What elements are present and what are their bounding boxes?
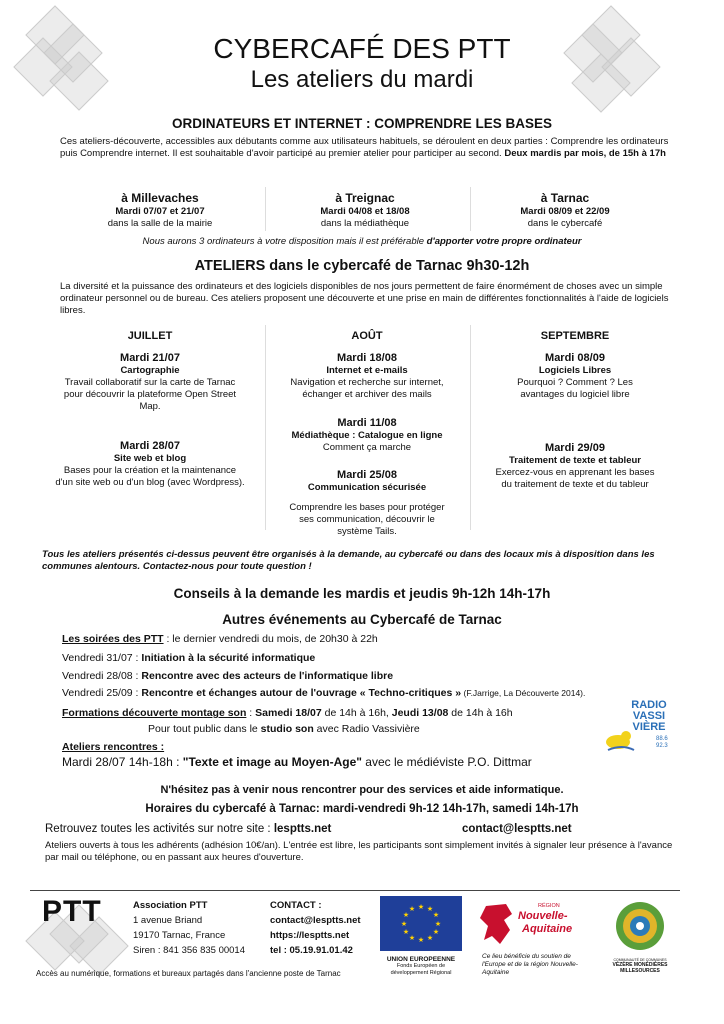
svg-text:★: ★ <box>426 934 434 942</box>
svg-text:★: ★ <box>402 928 410 936</box>
radio-vassiviere-logo <box>604 700 676 762</box>
events-heading: Autres événements au Cybercafé de Tarnac <box>222 612 502 627</box>
contact-info: CONTACT : contact@lesptts.net https://lesptts.net tel : 05.19.91.01.42 <box>270 900 361 956</box>
svg-text:★: ★ <box>408 905 416 913</box>
footer-divider <box>30 890 680 891</box>
place-treignac: à Treignac Mardi 04/08 et 18/08 dans la médiathèque <box>320 191 410 229</box>
radio-freqs: 88.6 92.3 <box>656 736 668 749</box>
section2-note: Tous les ateliers présentés ci-dessus peuvent être organisés à la demande, au cybercafé ou dans des locaux mis à disposition dans les communes alentours. Contactez-nous pour toute question ! <box>42 549 655 572</box>
svg-text:★: ★ <box>434 920 442 928</box>
column-divider <box>265 187 266 231</box>
section1-intro: Ces ateliers-découverte, accessibles aux débutants comme aux utilisateurs habituels, se déroulent en deux parties : Comprendre les ordinateurs puis Comprendre internet. Il est souhaitable d'avoir participé au premier atelier pour participer au second. Deux mardis par mois, de 15h à 17h <box>60 136 669 159</box>
column-divider <box>470 187 471 231</box>
svg-text:★: ★ <box>402 911 410 919</box>
site-line: Retrouvez toutes les activités sur notre site : lesptts.net <box>45 823 332 835</box>
month-august: AOÛT Mardi 18/08 Internet et e-mails Navigation et recherche sur internet, échanger et archiver des mails <box>290 330 444 400</box>
rencontres-label: Ateliers rencontres : <box>62 741 165 753</box>
region-note: Ce lieu bénéficie du soutien de l'Europe et de la région Nouvelle-Aquitaine <box>482 953 578 976</box>
section1-heading: ORDINATEURS ET INTERNET : COMPRENDRE LES BASES <box>171 116 553 131</box>
soirees-line: Les soirées des PTT : le dernier vendredi du mois, de 20h30 à 22h <box>62 633 378 645</box>
formations-line-2: Pour tout public dans le studio son avec Radio Vassivière <box>148 723 420 735</box>
region-logo: RÉGION Nouvelle- Aquitaine <box>478 900 588 950</box>
svg-text:★: ★ <box>426 905 434 913</box>
svg-text:★: ★ <box>408 934 416 942</box>
hours-line: Horaires du cybercafé à Tarnac: mardi-vendredi 9h-12 14h-17h, samedi 14h-17h <box>145 803 579 815</box>
july-item-2: Mardi 28/07 Site web et blog Bases pour la création et la maintenance d'un site web ou d'un blog (avec Wordpress). <box>55 440 245 488</box>
region-lion-icon <box>478 900 518 948</box>
association-info: Association PTT 1 avenue Briand 19170 Tarnac, France Siren : 841 356 835 00014 <box>133 900 245 956</box>
contact-email-link[interactable]: contact@lesptts.net <box>270 915 361 926</box>
email-link[interactable]: contact@lesptts.net <box>462 823 572 835</box>
event-item: Vendredi 31/07 : Initiation à la sécurité informatique <box>62 652 316 664</box>
rencontres-line: Mardi 28/07 14h-18h : "Texte et image au Moyen-Age" avec le médiéviste P.O. Dittmar <box>62 755 532 769</box>
site-link[interactable]: lesptts.net <box>273 823 332 835</box>
invite-line: N'hésitez pas à venir nous rencontrer pour des services et aide informatique. <box>160 784 564 796</box>
section2-heading: ATELIERS dans le cybercafé de Tarnac 9h30-12h <box>194 258 530 274</box>
radio-logo-text: RADIO VASSI VIÈRE <box>631 699 667 733</box>
month-july: JUILLET Mardi 21/07 Cartographie Travail collaboratif sur la carte de Tarnac pour découvrir la plateforme Open Street Map. <box>63 330 237 412</box>
tagline: Accès au numérique, formations et bureaux partagés dans l'ancienne poste de Tarnac <box>36 969 341 978</box>
contact-site-link[interactable]: https://lesptts.net <box>270 930 350 941</box>
event-item: Vendredi 25/09 : Rencontre et échanges autour de l'ouvrage « Techno-critiques » (F.Jarrige, La Découverte 2014). <box>62 687 586 699</box>
page-title: CYBERCAFÉ DES PTT <box>213 33 511 64</box>
cc-logo: COMMUNAUTÉ DE COMMUNES VÉZÈRE MONÉDIÈRES MILLESOURCES <box>600 898 680 974</box>
month-september: SEPTEMBRE Mardi 08/09 Logiciels Libres Pourquoi ? Comment ? Les avantages du logiciel libre <box>517 330 633 400</box>
access-note: Ateliers ouverts à tous les adhérents (adhésion 10€/an). L'entrée est libre, les participants sont simplement invités à signaler leur présence à l'avance par mail ou téléphone, ou en passant aux heures d'ouverture. <box>45 840 673 863</box>
eu-flag-logo: ★ ★ ★ ★ ★ ★ ★ ★ ★ ★ ★ ★ UNION EUROPEENNE Fonds Européen de développement Régional <box>380 896 462 977</box>
ptt-logo: PTT <box>22 895 122 965</box>
august-item-2: Mardi 11/08 Médiathèque : Catalogue en ligne Comment ça marche <box>291 417 443 453</box>
event-item: Vendredi 28/08 : Rencontre avec des acteurs de l'informatique libre <box>62 670 394 682</box>
conseils-line: Conseils à la demande les mardis et jeudis 9h-12h 14h-17h <box>173 586 551 601</box>
august-item-3: Mardi 25/08 Communication sécurisée Comprendre les bases pour protéger ses communication, découvrir le système Tails. <box>289 469 445 537</box>
formations-line: Formations découverte montage son : Samedi 18/07 de 14h à 16h, Jeudi 13/08 de 14h à 16h <box>62 707 513 719</box>
column-divider <box>265 325 266 530</box>
place-tarnac: à Tarnac Mardi 08/09 et 22/09 dans le cybercafé <box>520 191 610 229</box>
svg-text:★: ★ <box>432 911 440 919</box>
section2-intro: La diversité et la puissance des ordinateurs et des logiciels disponibles de nos jours permettent de faire énormément de choses avec un simple ordinateur personnel ou de bureau. Ces ateliers proposent une découverte et une prise en main de différentes fonctionnalités à l'aide de logiciels libres. <box>60 281 669 316</box>
svg-text:★: ★ <box>400 920 408 928</box>
svg-text:★: ★ <box>417 936 425 944</box>
eu-flag-icon <box>380 896 462 951</box>
section1-note: Nous aurons 3 ordinateurs à votre disposition mais il est préférable d'apporter votre propre ordinateur <box>142 236 582 247</box>
place-millevaches: à Millevaches Mardi 07/07 et 21/07 dans la salle de la mairie <box>107 191 213 229</box>
cc-swirl-icon <box>610 898 670 953</box>
column-divider <box>470 325 471 530</box>
september-item-2: Mardi 29/09 Traitement de texte et tableur Exercez-vous en apprenant les bases du traitement de texte et du tableur <box>495 442 655 490</box>
svg-text:★: ★ <box>417 903 425 911</box>
svg-text:★: ★ <box>432 928 440 936</box>
page-subtitle: Les ateliers du mardi <box>250 66 474 93</box>
